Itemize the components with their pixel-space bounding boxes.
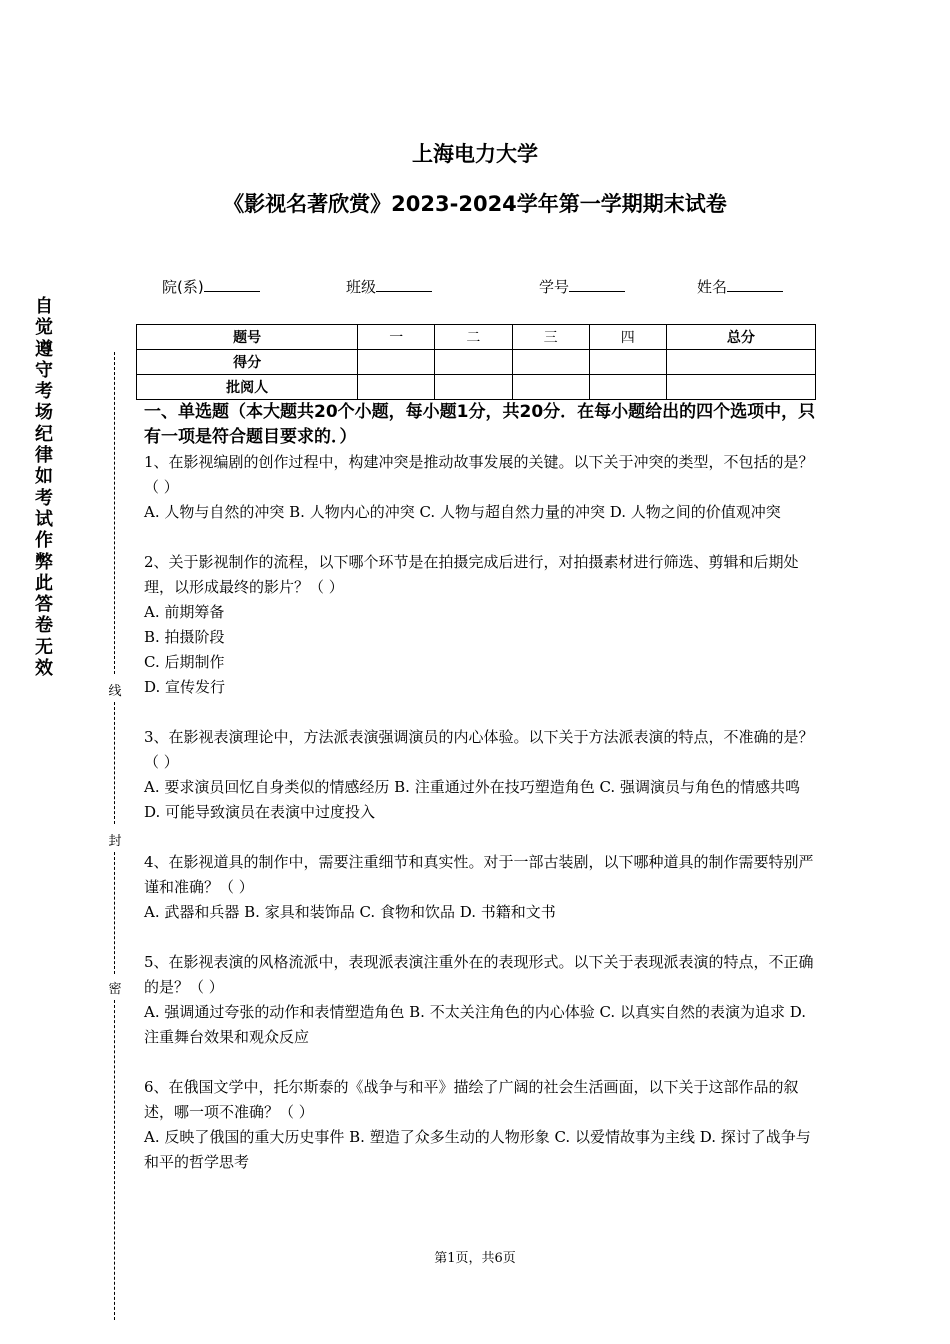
score-row-label: 得分: [137, 350, 358, 375]
page-number: 第1页，共6页: [434, 1251, 516, 1266]
score-cell[interactable]: [358, 350, 435, 375]
grader-row-label: 批阅人: [137, 375, 358, 400]
score-cell[interactable]: [435, 350, 512, 375]
question-3: [144, 725, 816, 825]
student-id-field: [539, 276, 625, 297]
question-stem: 5、在影视表演的风格流派中，表现派表演注重外在的表现形式。以下关于表现派表演的特点，不正确的是？（ ）: [144, 953, 814, 996]
student-id-label: 学号: [539, 278, 570, 296]
question-stem: 2、关于影视制作的流程，以下哪个环节是在拍摄完成后进行，对拍摄素材进行筛选、剪辑和后期处理，以形成最终的影片？（ ）: [144, 553, 799, 596]
university-title: 上海电力大学: [412, 142, 538, 166]
binding-mark-line: 线: [106, 680, 124, 699]
class-label: 班级: [346, 278, 377, 296]
name-blank[interactable]: [727, 277, 783, 292]
score-row: [137, 350, 816, 375]
question-options: A. 反映了俄国的重大历史事件 B. 塑造了众多生动的人物形象 C. 以爱情故事为主线 D. 探讨了战争与和平的哲学思考: [144, 1128, 811, 1171]
binding-line-mid: [114, 702, 115, 824]
question-options: A. 要求演员回忆自身类似的情感经历 B. 注重通过外在技巧塑造角色 C. 强调演员与角色的情感共鸣 D. 可能导致演员在表演中过度投入: [144, 778, 800, 821]
class-field: [346, 276, 432, 297]
grader-cell[interactable]: [589, 375, 666, 400]
question-options: A. 强调通过夸张的动作和表情塑造角色 B. 不太关注角色的内心体验 C. 以真实自然的表演为追求 D. 注重舞台效果和观众反应: [144, 1003, 806, 1046]
score-cell[interactable]: [512, 350, 589, 375]
header-question-no: 题号: [137, 325, 358, 350]
department-blank[interactable]: [204, 277, 260, 292]
binding-mark-seal: 封: [106, 830, 124, 849]
binding-line-lower: [114, 852, 115, 974]
score-table: [136, 324, 816, 400]
score-cell-total[interactable]: [666, 350, 815, 375]
question-2: [144, 550, 816, 700]
header-part-4: 四: [589, 325, 666, 350]
binding-line-top: [114, 352, 115, 674]
grader-cell-total[interactable]: [666, 375, 815, 400]
question-stem: 4、在影视道具的制作中，需要注重细节和真实性。对于一部古装剧，以下哪种道具的制作需要特别严谨和准确？（ ）: [144, 853, 814, 896]
department-label: 院(系): [162, 278, 204, 296]
name-label: 姓名: [697, 278, 728, 296]
questions-section: [144, 400, 816, 1200]
question-stem: 3、在影视表演理论中，方法派表演强调演员的内心体验。以下关于方法派表演的特点，不准确的是？（ ）: [144, 728, 814, 771]
header-total: 总分: [666, 325, 815, 350]
question-5: [144, 950, 816, 1050]
question-stem: 1、在影视编剧的创作过程中，构建冲突是推动故事发展的关键。以下关于冲突的类型，不包括的是？（ ）: [144, 453, 814, 496]
option-c: C. 后期制作: [144, 653, 225, 671]
grader-cell[interactable]: [435, 375, 512, 400]
name-field: [697, 276, 783, 297]
header-part-3: 三: [512, 325, 589, 350]
binding-line-bottom: [114, 1000, 115, 1320]
student-id-blank[interactable]: [569, 277, 625, 292]
question-options: A. 人物与自然的冲突 B. 人物内心的冲突 C. 人物与超自然力量的冲突 D. 人物之间的价值观冲突: [144, 503, 781, 521]
question-4: [144, 850, 816, 925]
question-6: [144, 1075, 816, 1175]
grader-cell[interactable]: [358, 375, 435, 400]
section-1-title: 一、单选题（本大题共20个小题，每小题1分，共20分．在每小题给出的四个选项中，只有一项是符合题目要求的．）: [144, 402, 816, 447]
class-blank[interactable]: [376, 277, 432, 292]
header-part-1: 一: [358, 325, 435, 350]
department-field: [162, 276, 260, 297]
option-d: D. 宣传发行: [144, 678, 226, 696]
question-stem: 6、在俄国文学中，托尔斯泰的《战争与和平》描绘了广阔的社会生活画面，以下关于这部作品的叙述，哪一项不准确？（ ）: [144, 1078, 799, 1121]
binding-mark-secret: 密: [106, 978, 124, 997]
question-options: A. 武器和兵器 B. 家具和装饰品 C. 食物和饮品 D. 书籍和文书: [144, 903, 556, 921]
question-1: [144, 450, 816, 525]
option-a: A. 前期筹备: [144, 603, 225, 621]
header-part-2: 二: [435, 325, 512, 350]
grader-row: [137, 375, 816, 400]
grader-cell[interactable]: [512, 375, 589, 400]
score-cell[interactable]: [589, 350, 666, 375]
exam-title: 《影视名著欣赏》2023-2024学年第一学期期末试卷: [223, 192, 727, 216]
exam-discipline-warning: 自觉遵守考场纪律如考试作弊此答卷无效: [35, 296, 53, 680]
score-table-header-row: [137, 325, 816, 350]
option-b: B. 拍摄阶段: [144, 628, 225, 646]
